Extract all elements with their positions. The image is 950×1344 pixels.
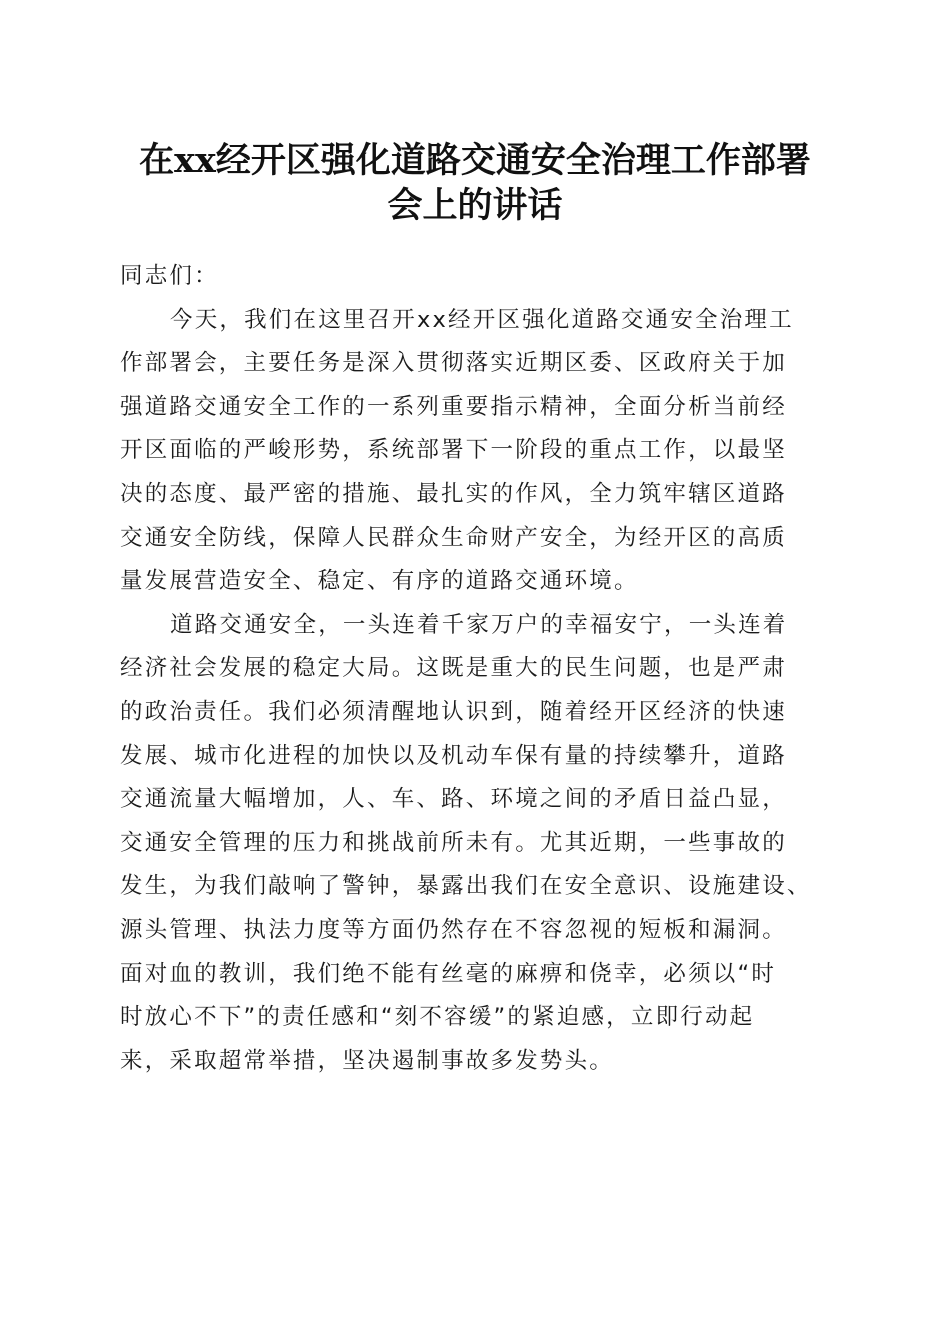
paragraph-line: 发生，为我们敲响了警钟，暴露出我们在安全意识、设施建设、 [120, 873, 812, 900]
paragraph-line: 经济社会发展的稳定大局。这既是重大的民生问题，也是严肃 [120, 655, 787, 682]
paragraph-line: 时放心不下”的责任感和“刻不容缓”的紧迫感，立即行动起 [120, 1004, 755, 1031]
paragraph-line: 决的态度、最严密的措施、最扎实的作风，全力筑牢辖区道路 [120, 480, 787, 507]
paragraph-2 [120, 604, 835, 1084]
salutation: 同志们： [120, 263, 219, 289]
paragraph-line: 量发展营造安全、稳定、有序的道路交通环境。 [120, 568, 639, 595]
paragraph-line: 开区面临的严峻形势，系统部署下一阶段的重点工作，以最坚 [120, 437, 787, 464]
paragraph-line: 道路交通安全，一头连着千家万户的幸福安宁，一头连着 [170, 611, 788, 638]
paragraph-line: 交通安全防线，保障人民群众生命财产安全，为经开区的高质 [120, 524, 787, 551]
paragraph-line: 面对血的教训，我们绝不能有丝毫的麻痹和侥幸，必须以“时 [120, 960, 777, 987]
title-line-1: 在xx经开区强化道路交通安全治理工作部署 [139, 140, 811, 181]
paragraph-line: 来，采取超常举措，坚决遏制事故多发势头。 [120, 1047, 615, 1074]
document-title [100, 138, 850, 228]
paragraph-line: 作部署会，主要任务是深入贯彻落实近期区委、区政府关于加 [120, 350, 787, 377]
document-body [120, 255, 835, 1083]
paragraph-line: 强道路交通安全工作的一系列重要指示精神，全面分析当前经 [120, 393, 787, 420]
paragraph-line: 今天，我们在这里召开xx经开区强化道路交通安全治理工 [170, 306, 794, 333]
paragraph-line: 源头管理、执法力度等方面仍然存在不容忽视的短板和漏洞。 [120, 916, 787, 943]
paragraph-line: 发展、城市化进程的加快以及机动车保有量的持续攀升，道路 [120, 742, 787, 769]
paragraph-line: 交通流量大幅增加，人、车、路、环境之间的矛盾日益凸显， [120, 786, 787, 813]
paragraph-1 [120, 299, 835, 604]
paragraph-line: 交通安全管理的压力和挑战前所未有。尤其近期，一些事故的 [120, 829, 787, 856]
paragraph-line: 的政治责任。我们必须清醒地认识到，随着经开区经济的快速 [120, 698, 787, 725]
title-line-2: 会上的讲话 [387, 185, 563, 226]
